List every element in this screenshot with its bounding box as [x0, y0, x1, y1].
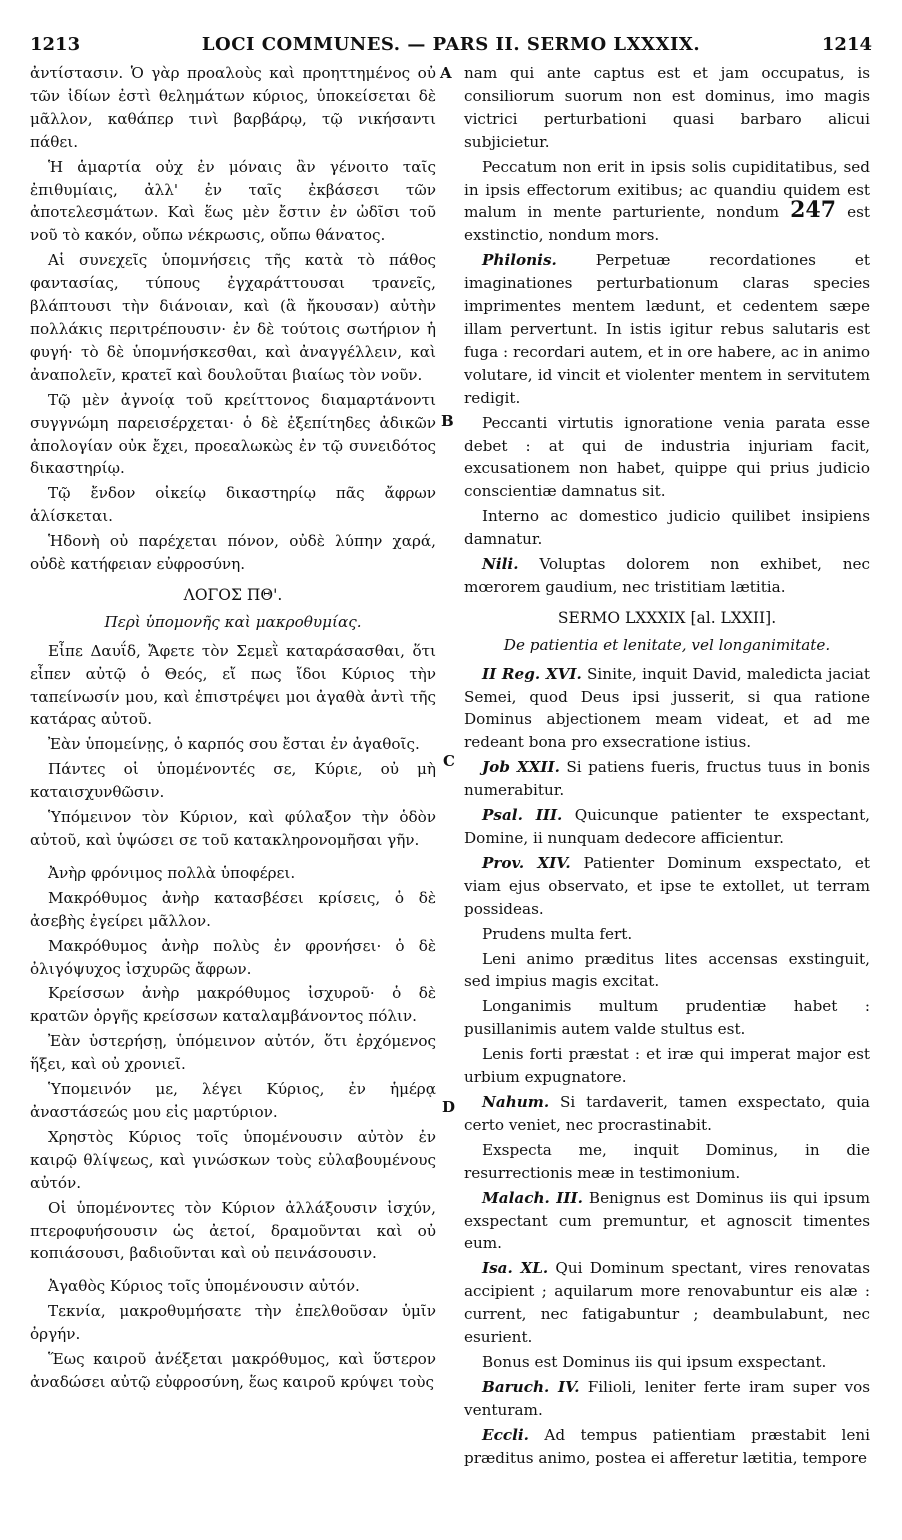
greek-paragraph: Τῷ μὲν ἀγνοίᾳ τοῦ κρείττονος διαμαρτάνοντι συγγνώμη παρεισέρχεται· ὁ δὲ ἐξεπίτηδες ἀδικῶν ἀπολογίαν οὐκ ἔχει, προεαλωκὼς ἐν τῷ συνειδότος δικαστηρίῳ.	[30, 390, 436, 478]
greek-quote: Ἐὰν ὑστερήσῃ, ὑπόμεινον αὐτόν, ὅτι ἐρχόμενος ἥξει, καὶ οὐ χρονιεῖ.	[30, 1032, 436, 1074]
source-label: II Reg. XVI.	[482, 664, 582, 683]
running-header	[30, 34, 872, 58]
latin-text: Qui Dominum spectant, vires renovatas accipient ; aquilarum more renovabuntur eis alæ : current, nec fatigabuntur ; deambulabunt, nec esurient.	[464, 1259, 870, 1347]
latin-text: Si patiens fueris, fructus tuus in bonis numerabitur.	[464, 758, 871, 800]
latin-quote	[464, 1257, 870, 1349]
latin-text: est exstinctio, nondum mors.	[464, 203, 871, 245]
source-label: Eccli.	[482, 1425, 529, 1444]
source-label: Philonis.	[482, 251, 557, 270]
latin-column	[464, 62, 870, 1471]
latin-text: Peccatum non erit in ipsis solis cupiditatibus, sed in ipsis effectorum exitibus; ac quandiu quidem est malum in mente parturiente, nondum	[464, 157, 870, 222]
greek-quote: Οἱ ὑπομένοντες τὸν Κύριον ἀλλάξουσιν ἰσχύν, πτεροφυήσουσιν ὡς ἀετοί, δραμοῦνται καὶ οὐ κοπιάσουσι, βαδιοῦνται καὶ οὐ πεινάσουσιν.	[30, 1198, 436, 1263]
latin-paragraph	[464, 553, 870, 599]
latin-quote: Prudens multa fert.	[482, 924, 633, 943]
greek-quote: Πάντες οἱ ὑπομένοντές σε, Κύριε, οὐ μὴ καταισχυνθῶσιν.	[30, 760, 436, 802]
page-number-right: 1214	[821, 34, 872, 55]
latin-quote	[464, 1187, 870, 1256]
latin-quote	[464, 663, 870, 755]
greek-quote: Τεκνία, μακροθυμήσατε τὴν ἐπελθοῦσαν ὑμῖν ὀργήν.	[30, 1302, 436, 1344]
greek-quote: Ἐὰν ὑπομείνῃς, ὁ καρπός σου ἔσται ἐν ἀγαθοῖς.	[48, 735, 420, 754]
greek-quote: Κρείσσων ἀνὴρ μακρόθυμος ἰσχυροῦ· ὁ δὲ κρατῶν ὀργῆς κρείσσων καταλαμβάνοντος πόλιν.	[30, 984, 436, 1026]
source-label: Nahum.	[482, 1092, 550, 1111]
latin-quote	[464, 1424, 870, 1470]
margin-letter-d: D	[442, 1098, 456, 1116]
latin-quote	[464, 804, 870, 850]
source-label: Baruch. IV.	[482, 1377, 580, 1396]
greek-quote: Ἀγαθὸς Κύριος τοῖς ὑπομένουσιν αὐτόν.	[48, 1277, 360, 1296]
latin-paragraph: Interno ac domestico judicio quilibet insipiens damnatur.	[464, 507, 870, 549]
greek-quote: Χρηστὸς Κύριος τοῖς ὑπομένουσιν αὐτὸν ἐν καιρῷ θλίψεως, καὶ γινώσκων τοὺς εὐλαβουμένους αὐτόν.	[30, 1127, 436, 1192]
source-label: Malach. III.	[482, 1188, 583, 1207]
greek-section-subtitle: Περὶ ὑπομονῆς καὶ μακροθυμίας.	[104, 612, 362, 631]
page-number-left: 1213	[30, 34, 81, 55]
latin-section-subtitle: De patientia et lenitate, vel longanimitate.	[503, 635, 831, 654]
latin-paragraph: Peccanti virtutis ignoratione venia parata esse debet : at qui de industria injuriam facit, excusationem non habet, quippe qui prius judicio conscientiæ damnatus sit.	[464, 413, 870, 501]
latin-text: Quicunque patienter te exspectant, Domine, ii nunquam dedecore afficientur.	[464, 806, 870, 847]
latin-text: Ad tempus patientiam præstabit leni præditus animo, postea ei afferetur lætitia, tempore	[464, 1425, 871, 1467]
greek-paragraph: ἀντίστασιν. Ὁ γὰρ προαλοὺς καὶ προηττημένος οὐ τῶν ἰδίων ἐστὶ θελημάτων κύριος, ὑποκείσεται δὲ μᾶλλον, καθάπερ τινὶ βαρβάρῳ, τῷ νικήσαντι πάθει.	[30, 64, 436, 151]
latin-quote	[464, 1376, 870, 1422]
greek-section-title: ΛΟΓΟΣ ΠΘ'.	[183, 585, 283, 604]
latin-quote: Exspecta me, inquit Dominus, in die resurrectionis meæ in testimonium.	[464, 1140, 870, 1182]
running-title: LOCI COMMUNES. — PARS II. SERMO LXXXIX.	[201, 34, 701, 55]
margin-letter-b: B	[441, 412, 454, 430]
latin-paragraph	[464, 156, 870, 248]
greek-paragraph: Αἱ συνεχεῖς ὑπομνήσεις τῆς κατὰ τὸ πάθος φαντασίας, τύπους ἐγχαράττουσαι τρανεῖς, βλάπτουσι τὴν διάνοιαν, καὶ (ἃ ἤκουσαν) αὐτὴν πολλάκις περιτρέπουσιν· ἐν δὲ τούτοις σωτήριον ἡ φυγή· τὸ δὲ ὑπομνήσκεσθαι, καὶ ἀναγγέλλειν, καὶ ἀναπολεῖν, κρατεῖ καὶ δουλοῦται βιαίως τὸν νοῦν.	[30, 251, 436, 384]
greek-quote: Εἶπε Δαυΐδ, Ἄφετε τὸν Σεμεῒ καταράσασθαι, ὅτι εἶπεν αὐτῷ ὁ Θεός, εἴ πως ἴδοι Κύριος τὴν ταπείνωσίν μου, καὶ ἐπιστρέψει μοι ἀγαθὰ ἀντὶ τῆς κατάρας αὐτοῦ.	[30, 641, 436, 729]
latin-text: Patienter Dominum exspectato, et viam ejus observato, et ipse te extollet, ut terram possideas.	[464, 853, 870, 918]
latin-quote: Longanimis multum prudentiæ habet : pusillanimis autem valde stultus est.	[464, 997, 870, 1039]
source-label: Job XXII.	[482, 758, 560, 777]
source-label: Nili.	[482, 555, 519, 574]
greek-quote: Μακρόθυμος ἀνὴρ κατασβέσει κρίσεις, ὁ δὲ ἀσεβὴς ἐγείρει μᾶλλον.	[30, 888, 436, 930]
latin-quote	[464, 1091, 870, 1137]
source-label: Isa. XL.	[482, 1259, 549, 1278]
source-label: Prov. XIV.	[482, 853, 571, 872]
latin-quote: Leni animo præditus lites accensas exstinguit, sed impius magis excitat.	[464, 949, 870, 991]
latin-quote	[464, 852, 870, 921]
greek-paragraph: Τῷ ἔνδον οἰκείῳ δικαστηρίῳ πᾶς ἄφρων ἁλίσκεται.	[30, 484, 436, 526]
source-label: Psal. III.	[482, 806, 563, 825]
greek-column	[30, 62, 436, 1396]
latin-quote: Bonus est Dominus iis qui ipsum exspectant.	[482, 1352, 827, 1371]
column-number: 247	[790, 197, 837, 224]
latin-text: Voluptas dolorem non exhibet, nec mœrorem gaudium, nec tristitiam lætitia.	[464, 555, 871, 596]
latin-paragraph: nam qui ante captus est et jam occupatus, is consiliorum suorum non est dominus, imo magis victrici perturbationi quasi barbaro alicui subjicietur.	[464, 64, 870, 151]
latin-text: Si tardaverit, tamen exspectato, quia certo veniet, nec procrastinabit.	[464, 1092, 870, 1134]
latin-text: Filioli, leniter ferte iram super vos venturam.	[464, 1377, 871, 1419]
greek-quote: Ὑπομεινόν με, λέγει Κύριος, ἐν ἡμέρᾳ ἀναστάσεώς μου εἰς μαρτύριον.	[30, 1080, 436, 1121]
greek-quote: Ὑπόμεινον τὸν Κύριον, καὶ φύλαξον τὴν ὁδὸν αὐτοῦ, καὶ ὑψώσει σε τοῦ κατακληρονομῆσαι γῆν.	[30, 808, 436, 849]
latin-quote	[464, 756, 870, 802]
greek-paragraph: Ἡ ἁμαρτία οὐχ ἐν μόναις ἂν γένοιτο ταῖς ἐπιθυμίαις, ἀλλ' ἐν ταῖς ἐκβάσεσι τῶν ἀποτελεσμάτων. Καὶ ἕως μὲν ἔστιν ἐν ὠδῖσι τοῦ νοῦ τὸ κακόν, οὔπω νέκρωσις, οὔπω θάνατος.	[30, 157, 436, 245]
greek-quote: Ἀνὴρ φρόνιμος πολλὰ ὑποφέρει.	[48, 863, 296, 882]
latin-text: Perpetuæ recordationes et imaginationes perturbationum claras species imprimentes mentem lædunt, et cedentem sæpe illam pervertunt. In istis igitur rebus salutaris est fuga : recordari autem, et in ore habere, ac in animo volutare, id vincit et violenter mentem in servitutem redigit.	[464, 251, 870, 407]
latin-paragraph	[464, 249, 870, 409]
latin-section-title: SERMO LXXXIX [al. LXXII].	[557, 608, 777, 627]
latin-quote: Lenis forti præstat : et iræ qui imperat major est urbium expugnatore.	[464, 1045, 870, 1087]
latin-text: Benignus est Dominus iis qui ipsum exspectant cum premuntur, et agnoscit timentes eum.	[464, 1188, 870, 1253]
margin-letter-c: C	[443, 752, 455, 770]
greek-quote: Ἕως καιροῦ ἀνέξεται μακρόθυμος, καὶ ὕστερον ἀναδώσει αὐτῷ εὐφροσύνη, ἕως καιροῦ κρύψει τοὺς	[30, 1350, 436, 1391]
greek-paragraph: Ἡδονὴ οὐ παρέχεται πόνον, οὐδὲ λύπην χαρά, οὐδὲ κατήφειαν εὐφροσύνη.	[30, 532, 436, 574]
margin-letter-a: A	[440, 64, 452, 82]
latin-text: Sinite, inquit David, maledicta jaciat Semei, quod Deus ipsi jusserit, si qua ratione Dominus abjectionem meam videat, et ad me redeant bona pro exsecratione istius.	[464, 664, 870, 752]
greek-quote: Μακρόθυμος ἀνὴρ πολὺς ἐν φρονήσει· ὁ δὲ ὀλιγόψυχος ἰσχυρῶς ἄφρων.	[30, 936, 436, 978]
